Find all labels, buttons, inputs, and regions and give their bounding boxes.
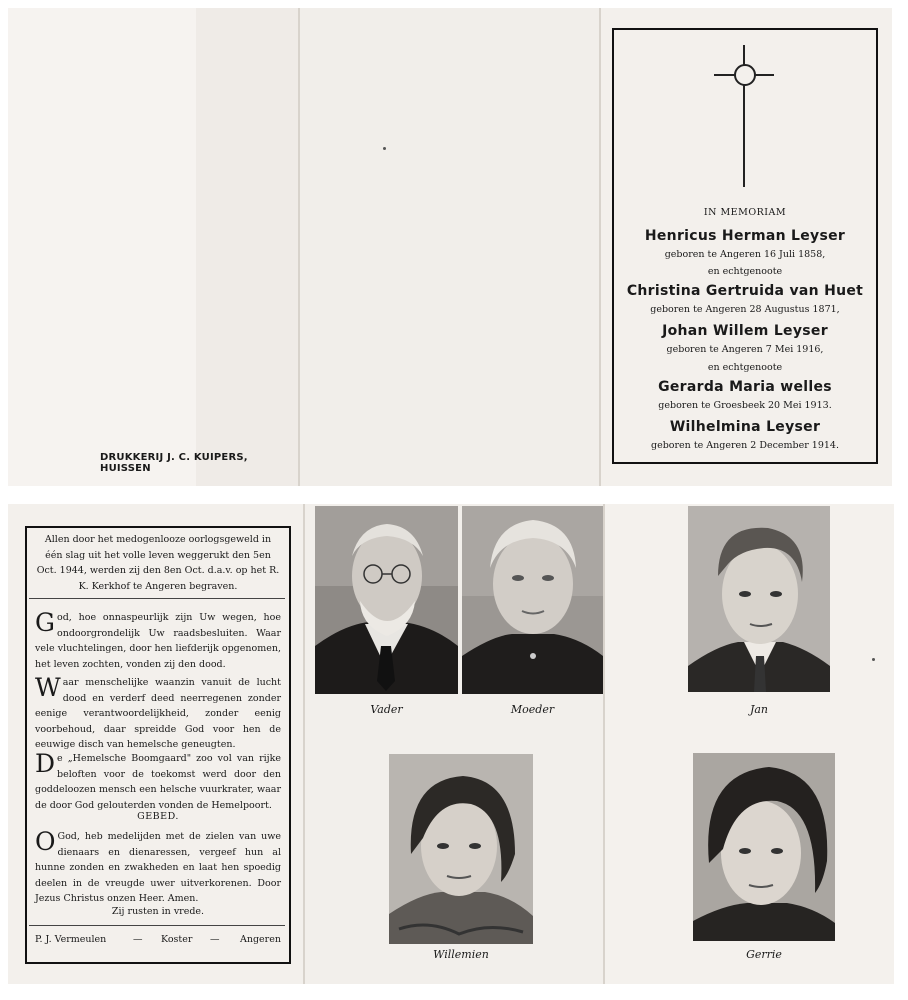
person-name: Gerarda Maria welles <box>658 379 832 395</box>
caption-vader: Vader <box>370 703 403 716</box>
divider <box>29 598 285 599</box>
card-blank-panel <box>300 8 600 486</box>
paragraph-3 <box>35 751 281 813</box>
person-birth: geboren te Angeren 2 December 1914. <box>651 440 839 451</box>
photo-vader <box>315 506 458 694</box>
caption-willemien: Willemien <box>433 948 489 961</box>
sexton-role: Koster <box>161 934 193 945</box>
person-birth: geboren te Groesbeek 20 Mei 1913. <box>658 400 832 411</box>
caption-moeder: Moeder <box>510 703 555 716</box>
person-name: Henricus Herman Leyser <box>644 228 846 244</box>
paragraph-2 <box>35 675 281 753</box>
photo-willemien <box>389 754 533 944</box>
person-name: Wilhelmina Leyser <box>669 419 821 435</box>
divider <box>29 925 285 926</box>
sexton-place: Angeren <box>240 934 281 945</box>
paragraph-text: God, heb medelijden met de zielen van uwe dienaars en dienaressen, vergeef hun al hunne zonden en zwakheden en laat hen spoedig deelen in de vreugde uwer uitverkorenen. Door Jezus Christus onzen Heer. Amen. <box>35 831 281 904</box>
card-back-left-panel <box>8 8 196 486</box>
drop-cap: D <box>35 749 56 778</box>
person-name: Christina Gertruida van Huet <box>626 283 864 299</box>
paper-speck <box>872 658 875 661</box>
paragraph-text: e „Hemelsche Boomgaard" zoo vol van rijke beloften voor de toekomst werd door den goddeloozen mensch een helsche vuurkrater, waar de door God gelouterden vonden de Hemelpoort. <box>35 753 281 811</box>
paragraph-1 <box>35 610 281 672</box>
drop-cap: O <box>35 827 56 856</box>
drop-cap: G <box>35 608 55 637</box>
person-birth: geboren te Angeren 28 Augustus 1871, <box>650 304 840 315</box>
fold-line <box>298 8 300 486</box>
fold-line <box>303 504 305 984</box>
drop-cap: W <box>35 673 61 702</box>
caption-jan: Jan <box>749 703 769 716</box>
rest-in-peace: Zij rusten in vrede. <box>111 906 205 917</box>
spouse-link: en echtgenoote <box>707 362 783 373</box>
memorial-frame <box>612 28 878 464</box>
cross-icon-circle <box>734 64 756 86</box>
paper-speck <box>383 147 386 150</box>
printer-credit: DRUKKERIJ J. C. KUIPERS, HUISSEN <box>100 452 248 474</box>
prayer-title: GEBED. <box>137 811 179 822</box>
spouse-link: en echtgenoote <box>707 266 783 277</box>
paragraph-text: aar menschelijke waanzin vanuit de lucht dood en verderf deed neerregenen zonder eenige verantwoordelijkheid, zonder eenig voorbehoud, daar spreidde God voor hen de eeuwige disch van hemelsche geneugten. <box>35 677 281 750</box>
memoriam-heading: IN MEMORIAM <box>703 207 787 218</box>
paragraph-4 <box>35 829 281 907</box>
photo-moeder <box>462 506 603 694</box>
card-back-strip <box>196 8 300 486</box>
sexton-name: P. J. Vermeulen <box>35 934 107 945</box>
fold-line <box>603 504 605 984</box>
fold-line <box>599 8 601 486</box>
photo-jan <box>688 506 830 692</box>
intro-text: Allen door het medogenlooze oorlogsgeweld in één slag uit het volle leven weggerukt den 5en Oct. 1944, werden zij den 8en Oct. d.a.v. op het R. K. Kerkhof te Angeren begraven. <box>36 534 280 592</box>
separator: — <box>133 934 143 945</box>
person-name: Johan Willem Leyser <box>662 323 828 339</box>
separator: — <box>210 934 220 945</box>
photo-gerrie <box>693 753 835 941</box>
person-birth: geboren te Angeren 16 Juli 1858, <box>664 249 826 260</box>
paragraph-text: od, hoe onnaspeurlijk zijn Uw wegen, hoe ondoorgrondelijk Uw raadsbesluiten. Waar vele vluchtelingen, door hen liefderijk opgenomen, het leven zochten, vonden zij den dood. <box>35 612 281 670</box>
person-birth: geboren te Angeren 7 Mei 1916, <box>666 344 824 355</box>
caption-gerrie: Gerrie <box>746 948 782 961</box>
